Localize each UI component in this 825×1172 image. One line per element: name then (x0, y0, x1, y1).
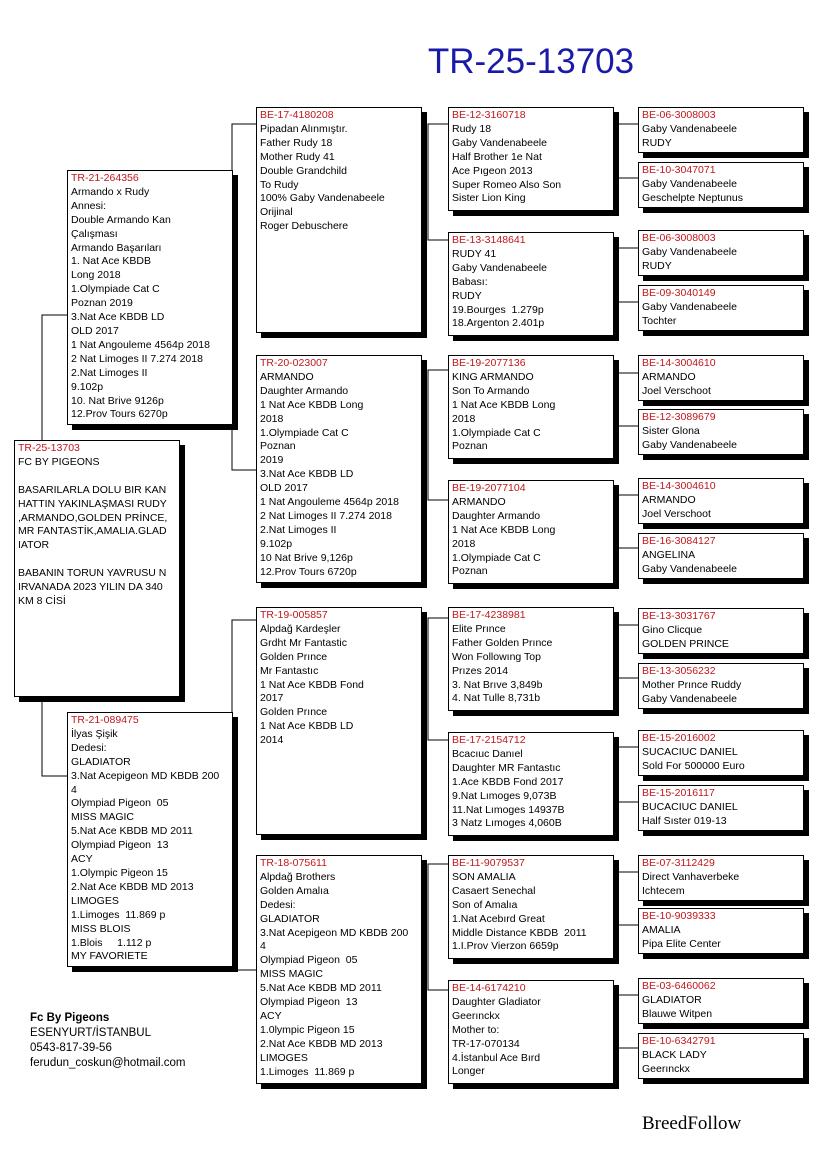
info-line: Won Followıng Top (452, 650, 541, 663)
info-line: Olympiad Pigeon 05 (260, 954, 358, 967)
pedigree-box-g4-5 (638, 355, 804, 401)
info-line: AMALIA (642, 923, 681, 936)
info-line: 2018 (452, 537, 476, 550)
pedigree-box-subject (14, 440, 180, 697)
info-line: Olympiad Pigeon 05 (71, 797, 169, 810)
info-line: 100% Gaby Vandenabeele (260, 192, 385, 205)
pedigree-box-ddd (448, 980, 614, 1084)
info-line: MISS MAGIC (260, 968, 324, 981)
info-line: Poznan (260, 440, 296, 453)
info-line: 1.Olympic Pigeon 15 (71, 866, 168, 879)
info-line: Joel Verschoot (642, 384, 711, 397)
info-line: Gaby Vandenabeele (642, 438, 737, 451)
pedigree-box-g4-9 (638, 608, 804, 654)
info-line: Annesi: (71, 199, 107, 212)
info-line: BABANIN TORUN YAVRUSU N (18, 567, 167, 580)
info-line: Alpdağ Kardeşler (260, 622, 341, 635)
ring-number: BE-06-3008003 (642, 232, 716, 244)
ring-number: BE-17-2154712 (452, 734, 526, 746)
info-line: Gaby Vandenabeele (642, 300, 737, 313)
info-line: Middle Distance KBDB 2011 (452, 926, 587, 939)
pedigree-box-sdd (448, 480, 614, 584)
info-line: 2.Nat Limoges II (71, 366, 148, 379)
info-line: KM 8 CİSİ (18, 594, 66, 607)
pedigree-box-g4-12 (638, 785, 804, 831)
info-line: Direct Vanhaverbeke (642, 870, 740, 883)
ring-number: BE-14-3004610 (642, 480, 716, 492)
info-line: Daughter Gladiator (452, 995, 541, 1008)
info-line: 1.Olympiade Cat C (71, 283, 160, 296)
info-line: To Rudy (260, 178, 299, 191)
info-line: Gaby Vandenabeele (452, 261, 547, 274)
info-line: 1 Nat Ace KBDB LD (260, 720, 354, 733)
pedigree-box-dam-dam (256, 855, 422, 1084)
info-line: 2.Nat Limoges II (260, 523, 337, 536)
info-line: Daughter Armando (260, 384, 349, 397)
ring-number: BE-03-6460062 (642, 980, 716, 992)
info-line: Ichtecem (642, 884, 685, 897)
ring-number: BE-10-6342791 (642, 1035, 716, 1047)
info-line: İlyas Şişik (71, 727, 118, 740)
ring-number: BE-13-3056232 (642, 665, 716, 677)
ring-number: TR-18-075611 (260, 857, 327, 869)
ring-number: BE-13-3031767 (642, 610, 716, 622)
info-line: FC BY PIGEONS (18, 455, 100, 468)
pedigree-box-sire-sire (256, 107, 422, 333)
ring-number: BE-06-3008003 (642, 109, 716, 121)
info-line: LIMOGES (260, 1051, 308, 1064)
info-line: Babası: (452, 275, 488, 288)
ring-number: BE-12-3089679 (642, 411, 716, 423)
pedigree-box-g4-4 (638, 285, 804, 331)
info-line: MISS BLOIS (71, 922, 131, 935)
info-line: RUDY 41 (452, 247, 497, 260)
info-line: Blauwe Witpen (642, 1007, 713, 1020)
info-line: Grdht Mr Fantastic (260, 636, 347, 649)
ring-number: BE-10-3047071 (642, 164, 716, 176)
info-line: Orijinal (260, 206, 293, 219)
info-line: Daughter MR Fantastıc (452, 761, 561, 774)
info-line: Dedesi: (260, 898, 296, 911)
info-line: Longer (452, 1065, 485, 1078)
info-line: RUDY (642, 259, 672, 272)
info-line: Tochter (642, 314, 677, 327)
pedigree-box-g4-8 (638, 533, 804, 579)
info-line: Poznan (452, 565, 488, 578)
info-line: Armando x Rudy (71, 185, 150, 198)
info-line: Double Grandchild (260, 164, 347, 177)
info-line: 12.Prov Tours 6270p (71, 408, 168, 421)
info-line: Mother Prınce Ruddy (642, 678, 742, 691)
ring-number: BE-10-9039333 (642, 910, 716, 922)
info-line: Olympiad Pigeon 13 (71, 839, 169, 852)
info-line: Pipadan Alınmıştır. (260, 122, 348, 135)
info-line: Armando Başarıları (71, 241, 162, 254)
info-line: HATTIN YAKINLAŞMASI RUDY (18, 497, 167, 510)
info-line: 19.Bourges 1.279p (452, 303, 544, 316)
info-line: IATOR (18, 539, 50, 552)
pedigree-box-sire (67, 170, 233, 425)
info-line: Half Brother 1e Nat (452, 150, 542, 163)
info-line: 1.0lympic Pigeon 15 (260, 1023, 355, 1036)
info-line: 1 Nat Ace KBDB Fond (260, 678, 364, 691)
pedigree-box-g4-1 (638, 107, 804, 153)
info-line: 1.Ace KBDB Fond 2017 (452, 775, 564, 788)
info-line: 18.Argenton 2.401p (452, 317, 545, 330)
info-line: 1.Nat Acebırd Great (452, 912, 545, 925)
info-line: RUDY (642, 136, 672, 149)
info-line: RUDY (452, 289, 482, 302)
info-line: ARMANDO (642, 370, 696, 383)
pedigree-box-sss (448, 107, 614, 211)
pedigree-box-dss (448, 607, 614, 711)
info-line: Geerınckx (642, 1062, 690, 1075)
info-line: 1.Limoges 11.869 p (71, 908, 166, 921)
info-line: OLD 2017 (71, 324, 119, 337)
info-line: Half Sıster 019-13 (642, 814, 727, 827)
info-line: LIMOGES (71, 894, 119, 907)
info-line: 4 (71, 783, 77, 796)
info-line: 1.Limoges 11.869 p (260, 1065, 355, 1078)
info-line: 1 Nat Ace KBDB Long (452, 523, 556, 536)
info-line: Gaby Vandenabeele (642, 122, 737, 135)
info-line: ACY (71, 853, 93, 866)
info-line: Sister Glona (642, 424, 700, 437)
info-line: Son To Armando (452, 384, 530, 397)
ring-number: BE-14-6174210 (452, 982, 526, 994)
info-line: Elite Prınce (452, 622, 506, 635)
info-line: Father Rudy 18 (260, 136, 333, 149)
pedigree-box-g4-13 (638, 855, 804, 901)
info-line: Prızes 2014 (452, 664, 509, 677)
info-line: 2018 (452, 412, 476, 425)
info-line: MY FAVORIETE (71, 950, 148, 963)
info-line: 12.Prov Tours 6720p (260, 565, 357, 578)
ring-number: BE-19-2077136 (452, 357, 526, 369)
info-line: Olympiad Pigeon 13 (260, 996, 358, 1009)
owner-name: Fc By Pigeons (30, 1012, 110, 1024)
info-line: 9.102p (71, 380, 104, 393)
info-line: OLD 2017 (260, 482, 308, 495)
pedigree-box-g4-16 (638, 1033, 804, 1079)
info-line: 4 (260, 940, 266, 953)
info-line: KING ARMANDO (452, 370, 534, 383)
owner-phone: 0543-817-39-56 (30, 1042, 112, 1054)
info-line: SUCACIUC DANIEL (642, 745, 738, 758)
info-line: 1 Nat Ace KBDB Long (260, 398, 364, 411)
info-line: Mr Fantastıc (260, 664, 319, 677)
info-line: Gaby Vandenabeele (642, 245, 737, 258)
info-line: 2.Nat Ace KBDB MD 2013 (71, 880, 194, 893)
brand-logo: BreedFollow (642, 1113, 742, 1134)
pedigree-title: TR-25-13703 (427, 42, 635, 81)
ring-number: BE-19-2077104 (452, 482, 526, 494)
ring-number: BE-12-3160718 (452, 109, 526, 121)
info-line: TR-17-070134 (452, 1037, 520, 1050)
ring-number: BE-15-2016117 (642, 787, 715, 799)
info-line: MISS MAGIC (71, 811, 135, 824)
owner-contact (30, 1011, 186, 1071)
info-line: ,ARMANDO,GOLDEN PRİNCE, (18, 511, 168, 524)
info-line: 5.Nat Ace KBDB MD 2011 (260, 982, 382, 995)
ring-number: BE-11-9079537 (452, 857, 525, 869)
info-line: 2 Nat Limoges II 7.274 2018 (260, 509, 392, 522)
pedigree-box-ssd (448, 232, 614, 336)
info-line: 1 Nat Ace KBDB Long (452, 398, 556, 411)
info-line: ARMANDO (642, 493, 696, 506)
info-line (18, 553, 177, 567)
info-line: 10. Nat Brive 9126p (71, 394, 164, 407)
info-line: 4.İstanbul Ace Bırd (452, 1051, 541, 1064)
info-line: Gaby Vandenabeele (642, 177, 737, 190)
info-line: Daughter Armando (452, 509, 541, 522)
pedigree-box-g4-3 (638, 230, 804, 276)
info-line: 2019 (260, 454, 284, 467)
info-line: 1.Olympiade Cat C (452, 551, 541, 564)
pedigree-box-g4-11 (638, 730, 804, 776)
ring-number: BE-15-2016002 (642, 732, 716, 744)
info-line: BLACK LADY (642, 1048, 707, 1061)
info-line: 3.Nat Ace KBDB LD (260, 468, 354, 481)
pedigree-box-g4-6 (638, 409, 804, 455)
info-line: Golden Amalıa (260, 884, 329, 897)
info-line: GLADIATOR (260, 912, 320, 925)
info-line: 3.Nat Acepigeon MD KBDB 200 (260, 926, 409, 939)
info-line: Mother Rudy 41 (260, 150, 335, 163)
ring-number: BE-16-3084127 (642, 535, 716, 547)
info-line: BUCACIUC DANIEL (642, 800, 738, 813)
info-line: Geschelpte Neptunus (642, 191, 743, 204)
info-line: Casaert Senechal (452, 884, 536, 897)
ring-number: BE-17-4238981 (452, 609, 526, 621)
pedigree-box-g4-7 (638, 478, 804, 524)
info-line: Son of Amalıa (452, 898, 518, 911)
info-line: Super Romeo Also Son (452, 178, 562, 191)
pedigree-box-g4-14 (638, 908, 804, 954)
ring-number: TR-21-089475 (71, 714, 139, 726)
info-line: 4. Nat Tulle 8,731b (452, 692, 541, 705)
info-line: Poznan (452, 440, 488, 453)
info-line: IRVANADA 2023 YILIN DA 340 (18, 581, 163, 594)
info-line: Dedesi: (71, 741, 107, 754)
info-line: Long 2018 (71, 269, 121, 282)
info-line: 1. Nat Ace KBDB (71, 255, 151, 268)
ring-number: TR-20-023007 (260, 357, 328, 369)
pedigree-box-sds (448, 355, 614, 459)
info-line: Mother to: (452, 1023, 500, 1036)
info-line: 10 Nat Brive 9,126p (260, 551, 353, 564)
ring-number: BE-07-3112429 (642, 857, 715, 869)
info-line: 2.Nat Ace KBDB MD 2013 (260, 1037, 383, 1050)
pedigree-box-g4-15 (638, 978, 804, 1024)
info-line: Roger Debuschere (260, 220, 349, 233)
info-line: GOLDEN PRINCE (642, 637, 729, 650)
info-line: 1.I.Prov Vierzon 6659p (452, 940, 559, 953)
ring-number: BE-09-3040149 (642, 287, 716, 299)
info-line: ARMANDO (452, 495, 506, 508)
info-line: Gaby Vandenabeele (452, 136, 547, 149)
info-line: 11.Nat Lımoges 14937B (452, 803, 565, 816)
info-line: Golden Prınce (260, 706, 328, 719)
info-line: 2017 (260, 692, 284, 705)
ring-number: TR-19-005857 (260, 609, 328, 621)
info-line: 3.Nat Ace KBDB LD (71, 311, 165, 324)
info-line: Alpdağ Brothers (260, 870, 336, 883)
info-line: ARMANDO (260, 370, 314, 383)
info-line: Golden Prınce (260, 650, 328, 663)
info-line: Gaby Vandenabeele (642, 692, 737, 705)
info-line: Pipa Elite Center (642, 937, 721, 950)
info-line: BASARILARLA DOLU BIR KAN (18, 483, 167, 496)
info-line: Joel Verschoot (642, 507, 711, 520)
info-line (18, 470, 177, 484)
ring-number: TR-25-13703 (18, 442, 80, 454)
info-line: ANGELINA (642, 548, 696, 561)
info-line: 1.Blois 1.112 p (71, 936, 152, 949)
ring-number: TR-21-264356 (71, 172, 139, 184)
info-line: Poznan 2019 (71, 297, 133, 310)
info-line: Gino Clicque (642, 623, 703, 636)
pedigree-box-g4-2 (638, 162, 804, 208)
info-line: Bcacıuc Danıel (452, 747, 523, 760)
pedigree-box-dam (67, 712, 233, 967)
info-line: GLADIATOR (71, 755, 131, 768)
info-line: Rudy 18 (452, 122, 492, 135)
info-line: Çalışması (71, 227, 118, 240)
info-line: 2014 (260, 734, 284, 747)
info-line: 1 Nat Angouleme 4564p 2018 (71, 338, 210, 351)
info-line: 9.Nat Lımoges 9,073B (452, 789, 557, 802)
info-line: Father Golden Prınce (452, 636, 553, 649)
info-line: 3. Nat Brıve 3,849b (452, 678, 543, 691)
info-line: SON AMALIA (452, 870, 516, 883)
ring-number: BE-14-3004610 (642, 357, 716, 369)
ring-number: BE-13-3148641 (452, 234, 526, 246)
info-line: 9.102p (260, 537, 293, 550)
pedigree-box-sire-dam (256, 355, 422, 583)
owner-email: ferudun_coskun@hotmail.com (30, 1057, 186, 1069)
info-line: Sister Lion King (452, 192, 526, 205)
pedigree-box-dds (448, 855, 614, 959)
info-line: 2018 (260, 412, 284, 425)
info-line: Double Armando Kan (71, 213, 171, 226)
info-line: GLADIATOR (642, 993, 702, 1006)
info-line: Ace Pıgeon 2013 (452, 164, 533, 177)
info-line: ACY (260, 1009, 282, 1022)
pedigree-box-g4-10 (638, 663, 804, 709)
info-line: Sold For 500000 Euro (642, 759, 745, 772)
info-line: 1 Nat Angouleme 4564p 2018 (260, 496, 399, 509)
ring-number: BE-17-4180208 (260, 109, 334, 121)
info-line: MR FANTASTİK,AMALIA.GLAD (18, 525, 167, 538)
info-line: 1.Olympiade Cat C (452, 426, 541, 439)
pedigree-box-dam-sire (256, 607, 422, 835)
pedigree-box-dsd (448, 732, 614, 836)
info-line: 3.Nat Acepigeon MD KBDB 200 (71, 769, 220, 782)
info-line: 3 Natz Lımoges 4,060B (452, 817, 562, 830)
owner-location: ESENYURT/İSTANBUL (30, 1027, 151, 1039)
info-line: 5.Nat Ace KBDB MD 2011 (71, 825, 193, 838)
info-line: 1.Olympiade Cat C (260, 426, 349, 439)
info-line: 2 Nat Limoges II 7.274 2018 (71, 352, 203, 365)
info-line: Geerınckx (452, 1009, 500, 1022)
info-line: Gaby Vandenabeele (642, 562, 737, 575)
